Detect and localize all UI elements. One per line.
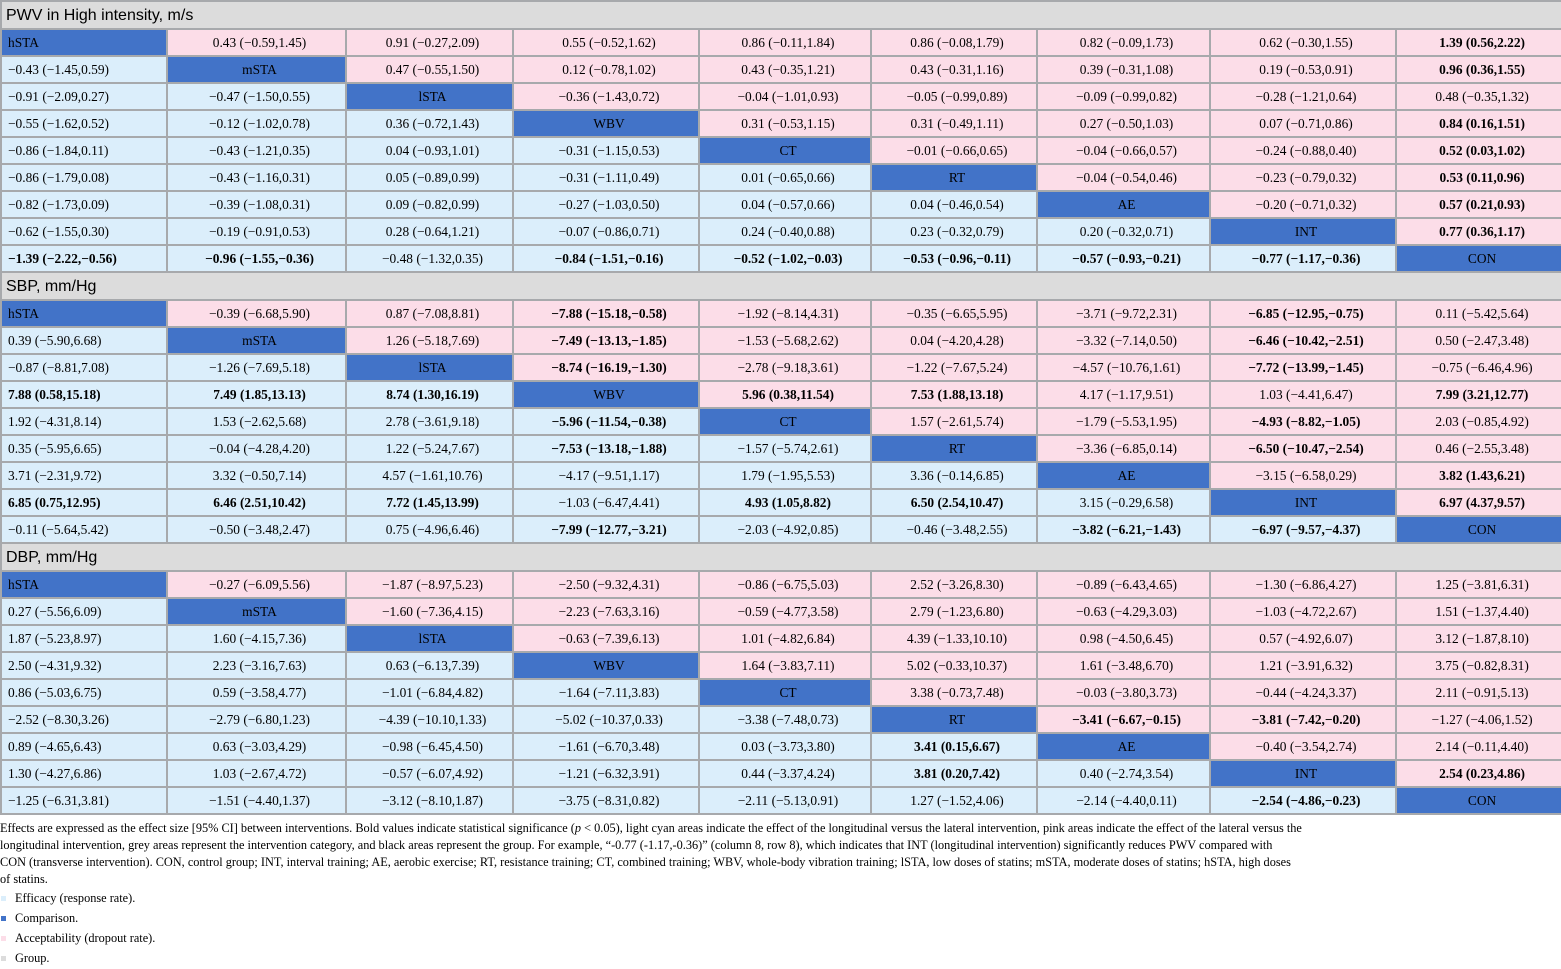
effect-cell: −0.86 (−1.79,0.08): [1, 164, 167, 191]
effect-cell: 3.15 (−0.29,6.58): [1037, 489, 1210, 516]
section-header-row: [1, 272, 1561, 300]
effect-cell: 6.85 (0.75,12.95): [1, 489, 167, 516]
effect-cell: 3.71 (−2.31,9.72): [1, 462, 167, 489]
effect-cell: 0.20 (−0.32,0.71): [1037, 218, 1210, 245]
effect-cell: −2.14 (−4.40,0.11): [1037, 787, 1210, 814]
intervention-label-cell: RT: [871, 706, 1037, 733]
legend-label: Group.: [15, 951, 50, 966]
intervention-label-cell: lSTA: [346, 625, 513, 652]
effect-cell: 2.03 (−0.85,4.92): [1396, 408, 1561, 435]
footnote-line-2: longitudinal intervention, grey areas represent the intervention category, and black areas represent the group. For example, “-0.77 (-1.17,-0.36)” (column 8, row 8), which indicates that INT (longitudinal intervention) significantly reduces PWV compared with: [0, 838, 1273, 852]
effect-cell: 0.48 (−0.35,1.32): [1396, 83, 1561, 110]
effect-cell: 3.82 (1.43,6.21): [1396, 462, 1561, 489]
section-title: DBP, mm/Hg: [1, 543, 1561, 571]
effect-cell: 2.54 (0.23,4.86): [1396, 760, 1561, 787]
intervention-label-cell: WBV: [513, 381, 699, 408]
table-row: [1, 489, 1561, 516]
table-row: [1, 706, 1561, 733]
effect-cell: −0.19 (−0.91,0.53): [167, 218, 346, 245]
table-row: [1, 571, 1561, 598]
table-row: [1, 408, 1561, 435]
effect-cell: 0.28 (−0.64,1.21): [346, 218, 513, 245]
effect-cell: −2.78 (−9.18,3.61): [699, 354, 871, 381]
effect-cell: 0.82 (−0.09,1.73): [1037, 29, 1210, 56]
intervention-label-cell: lSTA: [346, 83, 513, 110]
table-row: [1, 652, 1561, 679]
effect-cell: −0.28 (−1.21,0.64): [1210, 83, 1396, 110]
effect-cell: 0.12 (−0.78,1.02): [513, 56, 699, 83]
effect-cell: 1.87 (−5.23,8.97): [1, 625, 167, 652]
effect-cell: −0.04 (−0.54,0.46): [1037, 164, 1210, 191]
section-title: SBP, mm/Hg: [1, 272, 1561, 300]
effect-cell: −3.75 (−8.31,0.82): [513, 787, 699, 814]
effect-cell: 4.17 (−1.17,9.51): [1037, 381, 1210, 408]
effect-cell: −0.01 (−0.66,0.65): [871, 137, 1037, 164]
effect-cell: 0.43 (−0.31,1.16): [871, 56, 1037, 83]
effect-cell: −0.27 (−1.03,0.50): [513, 191, 699, 218]
table-row: [1, 679, 1561, 706]
effect-cell: −0.53 (−0.96,−0.11): [871, 245, 1037, 272]
effect-cell: −0.39 (−1.08,0.31): [167, 191, 346, 218]
effect-cell: 0.86 (−0.08,1.79): [871, 29, 1037, 56]
effect-cell: −3.36 (−6.85,0.14): [1037, 435, 1210, 462]
legend-item: [0, 949, 1561, 969]
legend-swatch-icon: [1, 956, 6, 961]
section-header-row: [1, 1, 1561, 29]
effect-cell: 0.44 (−3.37,4.24): [699, 760, 871, 787]
effect-cell: −0.27 (−6.09,5.56): [167, 571, 346, 598]
effect-cell: 0.09 (−0.82,0.99): [346, 191, 513, 218]
effect-cell: −2.11 (−5.13,0.91): [699, 787, 871, 814]
effect-cell: 1.92 (−4.31,8.14): [1, 408, 167, 435]
effect-cell: −0.07 (−0.86,0.71): [513, 218, 699, 245]
effect-cell: 1.64 (−3.83,7.11): [699, 652, 871, 679]
table-row: [1, 516, 1561, 543]
effect-cell: −0.09 (−0.99,0.82): [1037, 83, 1210, 110]
effect-cell: −0.50 (−3.48,2.47): [167, 516, 346, 543]
effect-cell: 3.38 (−0.73,7.48): [871, 679, 1037, 706]
effect-cell: −3.81 (−7.42,−0.20): [1210, 706, 1396, 733]
table-row: [1, 218, 1561, 245]
table-row: [1, 354, 1561, 381]
footnote-line-3: CON (transverse intervention). CON, control group; INT, interval training; AE, aerobic exercise; RT, resistance training; CT, combined training; WBV, whole-body vibration training; lSTA, low doses of statins; mSTA, moderate doses of statins; hSTA, high doses: [0, 855, 1291, 869]
intervention-label-cell: INT: [1210, 218, 1396, 245]
effect-cell: −4.39 (−10.10,1.33): [346, 706, 513, 733]
effect-cell: 2.52 (−3.26,8.30): [871, 571, 1037, 598]
effect-cell: 0.57 (0.21,0.93): [1396, 191, 1561, 218]
effect-cell: −8.74 (−16.19,−1.30): [513, 354, 699, 381]
effect-cell: 0.62 (−0.30,1.55): [1210, 29, 1396, 56]
table-row: [1, 598, 1561, 625]
effect-cell: −6.97 (−9.57,−4.37): [1210, 516, 1396, 543]
effect-cell: 1.22 (−5.24,7.67): [346, 435, 513, 462]
effect-cell: −6.46 (−10.42,−2.51): [1210, 327, 1396, 354]
effect-cell: 0.43 (−0.35,1.21): [699, 56, 871, 83]
intervention-label-cell: mSTA: [167, 56, 346, 83]
effect-cell: −7.49 (−13.13,−1.85): [513, 327, 699, 354]
effect-cell: −0.04 (−0.66,0.57): [1037, 137, 1210, 164]
table-row: [1, 56, 1561, 83]
effect-cell: −0.39 (−6.68,5.90): [167, 300, 346, 327]
effect-cell: 0.27 (−5.56,6.09): [1, 598, 167, 625]
effect-cell: −1.03 (−4.72,2.67): [1210, 598, 1396, 625]
table-row: [1, 625, 1561, 652]
effect-cell: −0.24 (−0.88,0.40): [1210, 137, 1396, 164]
effect-cell: −0.77 (−1.17,−0.36): [1210, 245, 1396, 272]
table-row: [1, 435, 1561, 462]
effect-cell: −0.43 (−1.16,0.31): [167, 164, 346, 191]
effect-cell: −7.72 (−13.99,−1.45): [1210, 354, 1396, 381]
effect-cell: −1.22 (−7.67,5.24): [871, 354, 1037, 381]
intervention-label-cell: INT: [1210, 760, 1396, 787]
effect-cell: 7.49 (1.85,13.13): [167, 381, 346, 408]
table-row: [1, 29, 1561, 56]
effect-cell: −0.48 (−1.32,0.35): [346, 245, 513, 272]
legend-item: [0, 928, 1561, 948]
effect-cell: 3.75 (−0.82,8.31): [1396, 652, 1561, 679]
effect-cell: 0.03 (−3.73,3.80): [699, 733, 871, 760]
effect-cell: −0.47 (−1.50,0.55): [167, 83, 346, 110]
effect-cell: 0.47 (−0.55,1.50): [346, 56, 513, 83]
effect-cell: −0.04 (−4.28,4.20): [167, 435, 346, 462]
table-row: [1, 110, 1561, 137]
effect-cell: −1.39 (−2.22,−0.56): [1, 245, 167, 272]
legend-label: Efficacy (response rate).: [15, 890, 136, 905]
table-row: [1, 787, 1561, 814]
effect-cell: 0.05 (−0.89,0.99): [346, 164, 513, 191]
effect-cell: 0.19 (−0.53,0.91): [1210, 56, 1396, 83]
effect-cell: 3.12 (−1.87,8.10): [1396, 625, 1561, 652]
effect-cell: −2.79 (−6.80,1.23): [167, 706, 346, 733]
effect-cell: −0.96 (−1.55,−0.36): [167, 245, 346, 272]
effect-cell: −2.54 (−4.86,−0.23): [1210, 787, 1396, 814]
effect-cell: −2.50 (−9.32,4.31): [513, 571, 699, 598]
effect-cell: −0.89 (−6.43,4.65): [1037, 571, 1210, 598]
effect-cell: −0.63 (−4.29,3.03): [1037, 598, 1210, 625]
effect-cell: 1.61 (−3.48,6.70): [1037, 652, 1210, 679]
effect-cell: 1.03 (−2.67,4.72): [167, 760, 346, 787]
table-row: [1, 191, 1561, 218]
effect-cell: 4.57 (−1.61,10.76): [346, 462, 513, 489]
effect-cell: −4.93 (−8.82,−1.05): [1210, 408, 1396, 435]
effect-cell: 8.74 (1.30,16.19): [346, 381, 513, 408]
section-header-row: [1, 543, 1561, 571]
effect-cell: 3.32 (−0.50,7.14): [167, 462, 346, 489]
effect-cell: −6.50 (−10.47,−2.54): [1210, 435, 1396, 462]
effect-cell: 0.40 (−2.74,3.54): [1037, 760, 1210, 787]
legend-swatch-icon: [1, 936, 6, 941]
effect-cell: 0.31 (−0.53,1.15): [699, 110, 871, 137]
table-row: [1, 245, 1561, 272]
effect-cell: 1.51 (−1.37,4.40): [1396, 598, 1561, 625]
effect-cell: −0.44 (−4.24,3.37): [1210, 679, 1396, 706]
legend-swatch-icon: [1, 896, 6, 901]
effect-cell: 1.26 (−5.18,7.69): [346, 327, 513, 354]
intervention-label-cell: CON: [1396, 245, 1561, 272]
intervention-label-cell: WBV: [513, 652, 699, 679]
effect-cell: 0.23 (−0.32,0.79): [871, 218, 1037, 245]
effect-cell: −0.62 (−1.55,0.30): [1, 218, 167, 245]
intervention-label-cell: mSTA: [167, 327, 346, 354]
effect-cell: 0.39 (−0.31,1.08): [1037, 56, 1210, 83]
effect-cell: −0.31 (−1.15,0.53): [513, 137, 699, 164]
effect-cell: −1.03 (−6.47,4.41): [513, 489, 699, 516]
effect-cell: −0.20 (−0.71,0.32): [1210, 191, 1396, 218]
intervention-label-cell: AE: [1037, 733, 1210, 760]
effect-cell: −3.15 (−6.58,0.29): [1210, 462, 1396, 489]
effect-cell: 0.98 (−4.50,6.45): [1037, 625, 1210, 652]
effect-cell: −0.59 (−4.77,3.58): [699, 598, 871, 625]
effect-cell: −0.12 (−1.02,0.78): [167, 110, 346, 137]
effect-cell: −4.57 (−10.76,1.61): [1037, 354, 1210, 381]
effect-cell: 0.84 (0.16,1.51): [1396, 110, 1561, 137]
effect-cell: −0.03 (−3.80,3.73): [1037, 679, 1210, 706]
effect-cell: 1.25 (−3.81,6.31): [1396, 571, 1561, 598]
effect-cell: 1.53 (−2.62,5.68): [167, 408, 346, 435]
table-row: [1, 381, 1561, 408]
effect-cell: −1.57 (−5.74,2.61): [699, 435, 871, 462]
table-footnote: [0, 815, 1561, 888]
effect-cell: 0.50 (−2.47,3.48): [1396, 327, 1561, 354]
effect-cell: 2.23 (−3.16,7.63): [167, 652, 346, 679]
effect-cell: −1.60 (−7.36,4.15): [346, 598, 513, 625]
footnote-line-1: Effects are expressed as the effect size [95% CI] between interventions. Bold values indicate statistical significance (p < 0.05), light cyan areas indicate the effect of the longitudinal versus the lateral intervention, pink areas indicate the effect of the lateral versus the: [0, 821, 1302, 835]
effect-cell: −0.40 (−3.54,2.74): [1210, 733, 1396, 760]
table-row: [1, 164, 1561, 191]
effect-cell: 4.39 (−1.33,10.10): [871, 625, 1037, 652]
intervention-label-cell: AE: [1037, 462, 1210, 489]
legend-item: [0, 888, 1561, 908]
table-row: [1, 83, 1561, 110]
effect-cell: 3.41 (0.15,6.67): [871, 733, 1037, 760]
intervention-label-cell: CT: [699, 408, 871, 435]
effect-cell: −5.02 (−10.37,0.33): [513, 706, 699, 733]
footnote-line-4: of statins.: [0, 872, 48, 886]
effect-cell: −0.63 (−7.39,6.13): [513, 625, 699, 652]
effect-cell: 2.79 (−1.23,6.80): [871, 598, 1037, 625]
intervention-label-cell: CT: [699, 679, 871, 706]
effect-cell: −0.57 (−6.07,4.92): [346, 760, 513, 787]
effect-cell: −3.71 (−9.72,2.31): [1037, 300, 1210, 327]
effect-cell: −4.17 (−9.51,1.17): [513, 462, 699, 489]
legend-label: Acceptability (dropout rate).: [15, 930, 156, 945]
effect-cell: −0.05 (−0.99,0.89): [871, 83, 1037, 110]
effect-cell: −1.27 (−4.06,1.52): [1396, 706, 1561, 733]
effect-cell: −0.23 (−0.79,0.32): [1210, 164, 1396, 191]
effect-cell: −7.53 (−13.18,−1.88): [513, 435, 699, 462]
effect-cell: 0.46 (−2.55,3.48): [1396, 435, 1561, 462]
effect-cell: 1.30 (−4.27,6.86): [1, 760, 167, 787]
effect-cell: 0.36 (−0.72,1.43): [346, 110, 513, 137]
effect-cell: 0.63 (−6.13,7.39): [346, 652, 513, 679]
effect-cell: 2.14 (−0.11,4.40): [1396, 733, 1561, 760]
intervention-label-cell: CON: [1396, 787, 1561, 814]
effect-cell: −1.51 (−4.40,1.37): [167, 787, 346, 814]
effect-cell: −2.52 (−8.30,3.26): [1, 706, 167, 733]
effect-cell: −1.01 (−6.84,4.82): [346, 679, 513, 706]
effect-cell: 7.72 (1.45,13.99): [346, 489, 513, 516]
effect-cell: 1.57 (−2.61,5.74): [871, 408, 1037, 435]
effect-cell: 0.63 (−3.03,4.29): [167, 733, 346, 760]
effect-cell: −1.25 (−6.31,3.81): [1, 787, 167, 814]
intervention-label-cell: INT: [1210, 489, 1396, 516]
effect-cell: 6.46 (2.51,10.42): [167, 489, 346, 516]
effect-cell: 2.11 (−0.91,5.13): [1396, 679, 1561, 706]
effect-cell: −3.32 (−7.14,0.50): [1037, 327, 1210, 354]
effect-cell: −6.85 (−12.95,−0.75): [1210, 300, 1396, 327]
intervention-label-cell: hSTA: [1, 300, 167, 327]
effect-cell: 0.86 (−0.11,1.84): [699, 29, 871, 56]
effect-cell: 2.78 (−3.61,9.18): [346, 408, 513, 435]
legend-label: Comparison.: [15, 910, 79, 925]
table-row: [1, 300, 1561, 327]
effect-cell: 5.96 (0.38,11.54): [699, 381, 871, 408]
effect-cell: 0.86 (−5.03,6.75): [1, 679, 167, 706]
intervention-label-cell: mSTA: [167, 598, 346, 625]
effect-cell: −0.86 (−6.75,5.03): [699, 571, 871, 598]
effect-cell: −0.52 (−1.02,−0.03): [699, 245, 871, 272]
effect-cell: 3.36 (−0.14,6.85): [871, 462, 1037, 489]
effect-cell: −1.53 (−5.68,2.62): [699, 327, 871, 354]
effect-cell: 0.31 (−0.49,1.11): [871, 110, 1037, 137]
effect-cell: 0.89 (−4.65,6.43): [1, 733, 167, 760]
effect-cell: 0.55 (−0.52,1.62): [513, 29, 699, 56]
effect-cell: 7.99 (3.21,12.77): [1396, 381, 1561, 408]
intervention-label-cell: CON: [1396, 516, 1561, 543]
effect-cell: 1.01 (−4.82,6.84): [699, 625, 871, 652]
effect-cell: −0.75 (−6.46,4.96): [1396, 354, 1561, 381]
effect-cell: 0.87 (−7.08,8.81): [346, 300, 513, 327]
effect-cell: 0.96 (0.36,1.55): [1396, 56, 1561, 83]
effect-cell: −0.43 (−1.21,0.35): [167, 137, 346, 164]
effect-cell: −0.91 (−2.09,0.27): [1, 83, 167, 110]
effect-cell: 1.27 (−1.52,4.06): [871, 787, 1037, 814]
effect-cell: 0.57 (−4.92,6.07): [1210, 625, 1396, 652]
effect-cell: −1.92 (−8.14,4.31): [699, 300, 871, 327]
intervention-label-cell: lSTA: [346, 354, 513, 381]
effect-cell: −1.64 (−7.11,3.83): [513, 679, 699, 706]
effect-cell: −0.55 (−1.62,0.52): [1, 110, 167, 137]
effect-cell: −0.87 (−8.81,7.08): [1, 354, 167, 381]
effect-cell: −3.41 (−6.67,−0.15): [1037, 706, 1210, 733]
effect-cell: 0.04 (−0.46,0.54): [871, 191, 1037, 218]
effect-cell: 0.52 (0.03,1.02): [1396, 137, 1561, 164]
legend-swatch-icon: [1, 916, 6, 921]
table-row: [1, 462, 1561, 489]
effect-cell: −7.88 (−15.18,−0.58): [513, 300, 699, 327]
effect-cell: 3.81 (0.20,7.42): [871, 760, 1037, 787]
effect-cell: −2.03 (−4.92,0.85): [699, 516, 871, 543]
effect-cell: 1.39 (0.56,2.22): [1396, 29, 1561, 56]
effect-cell: −5.96 (−11.54,−0.38): [513, 408, 699, 435]
effect-cell: 0.43 (−0.59,1.45): [167, 29, 346, 56]
effect-cell: 0.35 (−5.95,6.65): [1, 435, 167, 462]
effect-cell: 1.79 (−1.95,5.53): [699, 462, 871, 489]
effect-cell: −1.87 (−8.97,5.23): [346, 571, 513, 598]
effect-cell: 2.50 (−4.31,9.32): [1, 652, 167, 679]
effect-cell: −0.43 (−1.45,0.59): [1, 56, 167, 83]
effect-cell: 7.88 (0.58,15.18): [1, 381, 167, 408]
effect-cell: −7.99 (−12.77,−3.21): [513, 516, 699, 543]
effect-cell: −1.30 (−6.86,4.27): [1210, 571, 1396, 598]
effect-cell: −0.04 (−1.01,0.93): [699, 83, 871, 110]
effect-cell: 0.91 (−0.27,2.09): [346, 29, 513, 56]
effect-cell: 1.21 (−3.91,6.32): [1210, 652, 1396, 679]
intervention-label-cell: hSTA: [1, 571, 167, 598]
effect-cell: 5.02 (−0.33,10.37): [871, 652, 1037, 679]
effect-cell: 0.04 (−0.57,0.66): [699, 191, 871, 218]
effect-cell: −0.11 (−5.64,5.42): [1, 516, 167, 543]
intervention-label-cell: RT: [871, 164, 1037, 191]
effect-cell: −0.57 (−0.93,−0.21): [1037, 245, 1210, 272]
effect-cell: 1.60 (−4.15,7.36): [167, 625, 346, 652]
effect-cell: 0.24 (−0.40,0.88): [699, 218, 871, 245]
color-legend: [0, 888, 1561, 969]
effect-cell: 0.77 (0.36,1.17): [1396, 218, 1561, 245]
intervention-label-cell: WBV: [513, 110, 699, 137]
effect-cell: 0.53 (0.11,0.96): [1396, 164, 1561, 191]
table-row: [1, 137, 1561, 164]
effect-cell: −0.86 (−1.84,0.11): [1, 137, 167, 164]
effect-cell: 0.27 (−0.50,1.03): [1037, 110, 1210, 137]
effect-cell: −0.46 (−3.48,2.55): [871, 516, 1037, 543]
effect-cell: 0.07 (−0.71,0.86): [1210, 110, 1396, 137]
effect-cell: −3.38 (−7.48,0.73): [699, 706, 871, 733]
effect-cell: −0.35 (−6.65,5.95): [871, 300, 1037, 327]
effect-cell: 4.93 (1.05,8.82): [699, 489, 871, 516]
effect-cell: −3.12 (−8.10,1.87): [346, 787, 513, 814]
section-title: PWV in High intensity, m/s: [1, 1, 1561, 29]
effect-cell: −1.61 (−6.70,3.48): [513, 733, 699, 760]
table-row: [1, 733, 1561, 760]
effect-cell: −0.84 (−1.51,−0.16): [513, 245, 699, 272]
effect-cell: −2.23 (−7.63,3.16): [513, 598, 699, 625]
table-row: [1, 327, 1561, 354]
effect-cell: 6.50 (2.54,10.47): [871, 489, 1037, 516]
effect-cell: 0.11 (−5.42,5.64): [1396, 300, 1561, 327]
intervention-label-cell: hSTA: [1, 29, 167, 56]
legend-item: [0, 908, 1561, 928]
intervention-label-cell: AE: [1037, 191, 1210, 218]
effect-cell: −1.21 (−6.32,3.91): [513, 760, 699, 787]
effect-cell: −0.31 (−1.11,0.49): [513, 164, 699, 191]
effect-cell: 0.01 (−0.65,0.66): [699, 164, 871, 191]
effect-cell: −0.36 (−1.43,0.72): [513, 83, 699, 110]
effect-cell: 0.04 (−0.93,1.01): [346, 137, 513, 164]
effect-cell: 7.53 (1.88,13.18): [871, 381, 1037, 408]
table-row: [1, 760, 1561, 787]
effect-cell: −0.82 (−1.73,0.09): [1, 191, 167, 218]
effect-cell: 0.04 (−4.20,4.28): [871, 327, 1037, 354]
effect-cell: −0.98 (−6.45,4.50): [346, 733, 513, 760]
effect-cell: 1.03 (−4.41,6.47): [1210, 381, 1396, 408]
intervention-label-cell: CT: [699, 137, 871, 164]
effect-cell: −1.79 (−5.53,1.95): [1037, 408, 1210, 435]
effect-cell: 0.75 (−4.96,6.46): [346, 516, 513, 543]
intervention-label-cell: RT: [871, 435, 1037, 462]
effect-cell: −3.82 (−6.21,−1.43): [1037, 516, 1210, 543]
effect-cell: 0.59 (−3.58,4.77): [167, 679, 346, 706]
effect-cell: 0.39 (−5.90,6.68): [1, 327, 167, 354]
effect-cell: 6.97 (4.37,9.57): [1396, 489, 1561, 516]
effect-cell: −1.26 (−7.69,5.18): [167, 354, 346, 381]
